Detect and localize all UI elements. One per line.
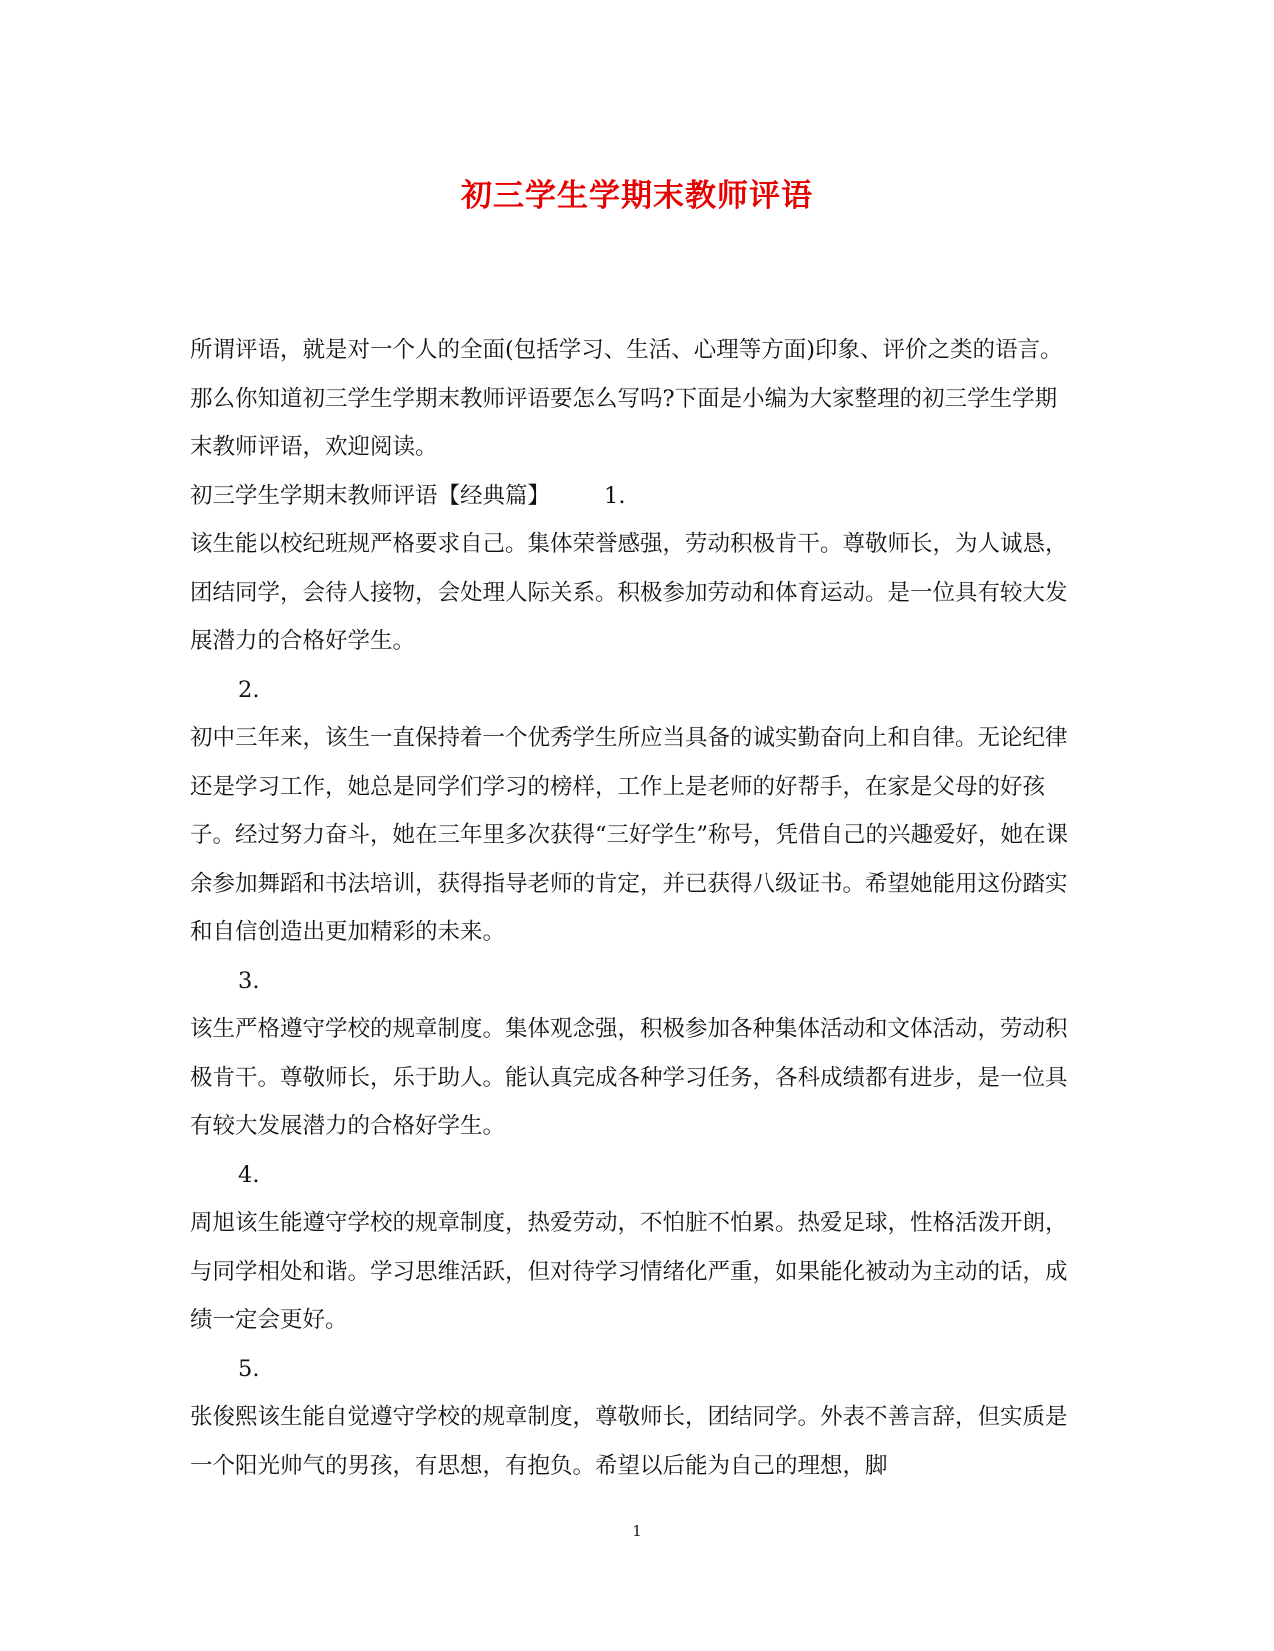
document-body — [190, 326, 1070, 1490]
item-4-number: 4. — [238, 1161, 260, 1188]
section-heading — [190, 472, 1070, 521]
item-5-text: 张俊熙该生能自觉遵守学校的规章制度，尊敬师长，团结同学。外表不善言辞，但实质是一个阳光帅气的男孩，有思想，有抱负。希望以后能为自己的理想，脚 — [190, 1404, 1068, 1479]
item-1-text: 该生能以校纪班规严格要求自己。集体荣誉感强，劳动积极肯干。尊敬师长，为人诚恳，团结同学，会待人接物，会处理人际关系。积极参加劳动和体育运动。是一位具有较大发展潜力的合格好学生。 — [190, 531, 1068, 654]
item-2-number: 2. — [238, 676, 260, 703]
item-2-text: 初中三年来，该生一直保持着一个优秀学生所应当具备的诚实勤奋向上和自律。无论纪律还是学习工作，她总是同学们学习的榜样，工作上是老师的好帮手，在家是父母的好孩子。经过努力奋斗，她在三年里多次获得“三好学生”称号，凭借自己的兴趣爱好，她在课余参加舞蹈和书法培训，获得指导老师的肯定，并已获得八级证书。希望她能用这份踏实和自信创造出更加精彩的未来。 — [190, 725, 1069, 945]
item-1-number: 1. — [604, 482, 626, 509]
item-3-number: 3. — [238, 967, 260, 994]
item-3-text: 该生严格遵守学校的规章制度。集体观念强，积极参加各种集体活动和文体活动，劳动积极肯干。尊敬师长，乐于助人。能认真完成各种学习任务，各科成绩都有进步，是一位具有较大发展潜力的合格好学生。 — [190, 1016, 1068, 1139]
section-heading-text: 初三学生学期末教师评语【经典篇】 — [190, 482, 551, 509]
document-title: 初三学生学期末教师评语 — [461, 178, 813, 214]
intro-paragraph: 所谓评语，就是对一个人的全面(包括学习、生活、心理等方面)印象、评价之类的语言。那么你知道初三学生学期末教师评语要怎么写吗?下面是小编为大家整理的初三学生学期末教师评语，欢迎阅读。 — [190, 337, 1063, 460]
item-5-number: 5. — [238, 1355, 260, 1382]
page-number: 1 — [632, 1522, 642, 1540]
item-4-text: 周旭该生能遵守学校的规章制度，热爱劳动，不怕脏不怕累。热爱足球，性格活泼开朗，与同学相处和谐。学习思维活跃，但对待学习情绪化严重，如果能化被动为主动的话，成绩一定会更好。 — [190, 1210, 1068, 1333]
